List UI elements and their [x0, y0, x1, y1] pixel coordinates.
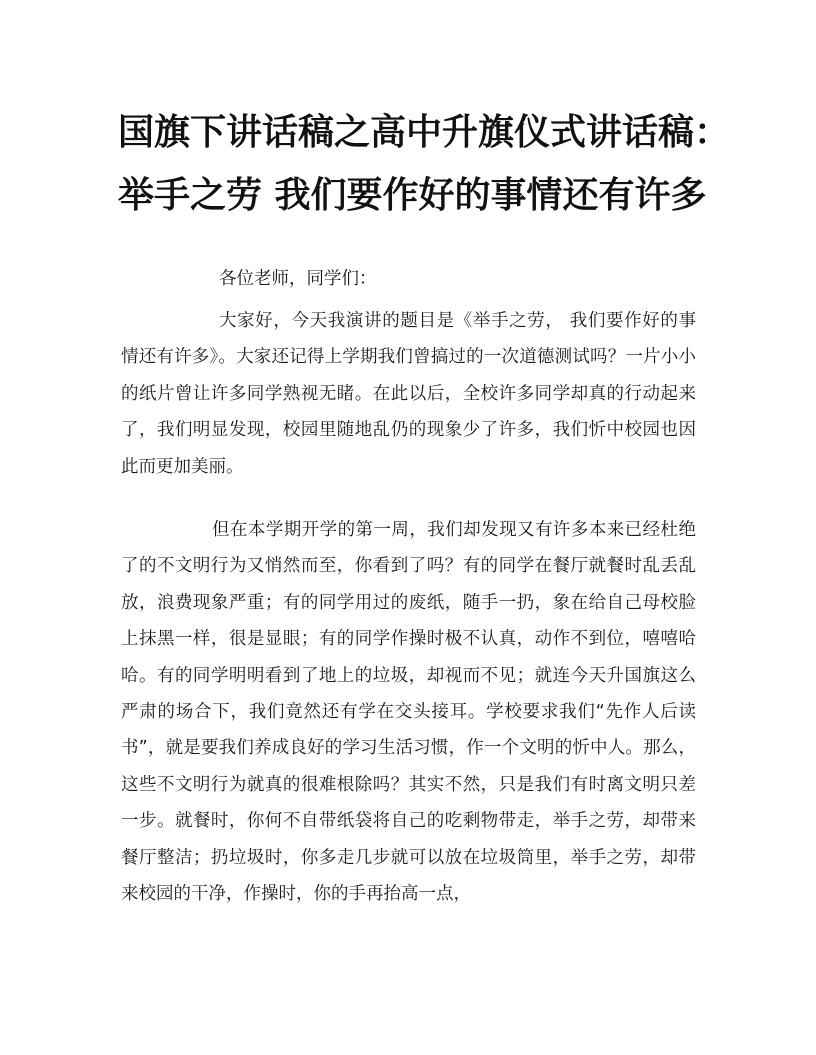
body-paragraph-2: 但在本学期开学的第一周，我们却发现又有许多本来已经杜绝了的不文明行为又悄然而至，你看到了吗？有的同学在餐厅就餐时乱丢乱放，浪费现象严重；有的同学用过的废纸，随手一扔，象在给自己母校脸上抹黑一样，很是显眼；有的同学作操时极不认真，动作不到位，嘻嘻哈哈。有的同学明明看到了地上的垃圾，却视而不见；就连今天升国旗这么严肃的场合下，我们竟然还有学在交头接耳。学校要求我们“先作人后读书”，就是要我们养成良好的学习生活习惯，作一个文明的忻中人。那么，这些不文明行为就真的很难根除吗？其实不然，只是我们有时离文明只差一步。就餐时，你何不自带纸袋将自己的吃剩物带走，举手之劳，却带来餐厅整洁；扔垃圾时，你多走几步就可以放在垃圾筒里，举手之劳，却带来校园的干净，作操时，你的手再抬高一点，	[121, 520, 696, 905]
document-title-line-1: 国旗下讲话稿之高中升旗仪式讲话稿：	[118, 111, 731, 153]
document-title-line-2: 举手之劳 我们要作好的事情还有许多	[118, 174, 707, 216]
salutation: 各位老师，同学们：	[219, 269, 377, 289]
body-paragraph-1: 大家好，今天我演讲的题目是《举手之劳， 我们要作好的事情还有许多》。大家还记得上学期我们曾搞过的一次道德测试吗？一片小小的纸片曾让许多同学熟视无睹。在此以后，全校许多同学却真的行动起来了，我们明显发现，校园里随地乱仍的现象少了许多，我们忻中校园也因此而更加美丽。	[121, 311, 696, 477]
